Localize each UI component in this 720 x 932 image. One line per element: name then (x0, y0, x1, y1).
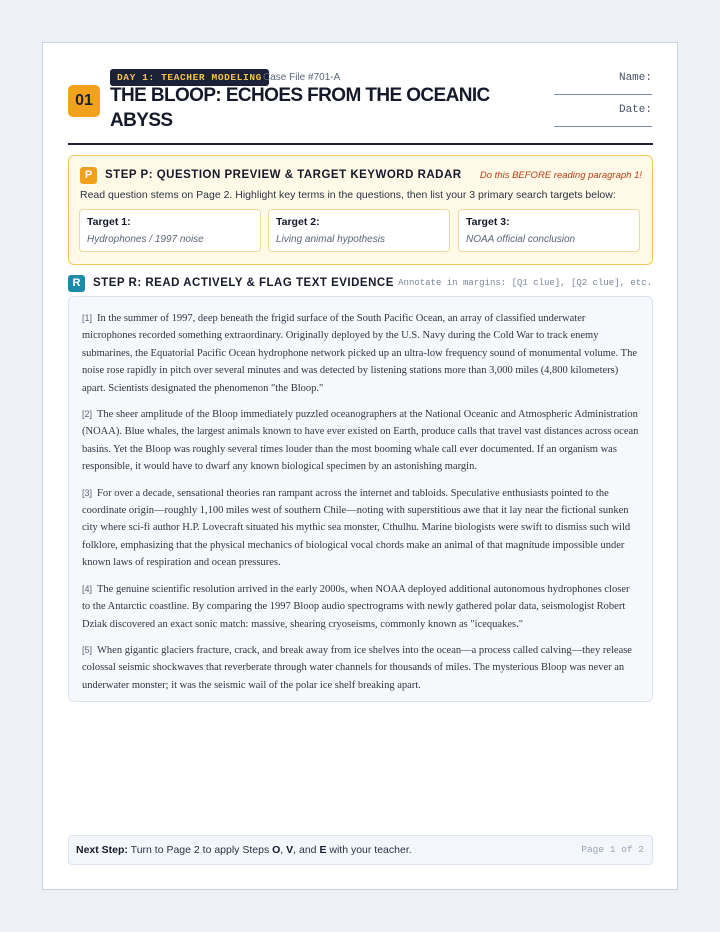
step-r-badge: R (68, 275, 85, 292)
next-step-footer (68, 835, 653, 865)
passage-paragraph (82, 485, 639, 572)
day-badge: DAY 1: TEACHER MODELING (110, 69, 269, 86)
passage-paragraph (82, 581, 639, 633)
step-r-note: Annotate in margins: [Q1 clue], [Q2 clue], etc. (398, 278, 652, 288)
step-p-instructions: Read question stems on Page 2. Highlight key terms in the questions, then list your 3 primary search targets below: (80, 189, 616, 201)
name-label: Name: (618, 72, 652, 84)
paragraph-text: The sheer amplitude of the Bloop immediately puzzled oceanographers at the National Oceanic and Atmospheric Administration (NOAA). Blue whales, the largest animals known to have ever existed on Earth, produce calls that travel vast distances across ocean basins. Yet the Bloop was roughly several times louder than the most booming whale call ever documented. If an organism was responsible, it would have to dwarf any known biological specimen by an astonishing margin. (82, 409, 639, 473)
worksheet-page (42, 42, 678, 890)
separator: , (280, 844, 287, 856)
paragraph-number: [2] (82, 409, 93, 420)
step-p-title: STEP P: QUESTION PREVIEW & TARGET KEYWORD RADAR (105, 169, 462, 181)
page-title: THE BLOOP: ECHOES FROM THE OCEANIC ABYSS (110, 85, 490, 131)
step-p-note: Do this BEFORE reading paragraph 1! (479, 170, 642, 181)
next-step-text-b: with your teacher. (326, 844, 412, 856)
target-box-2[interactable] (268, 209, 450, 252)
passage-paragraph (82, 642, 639, 694)
page-number: Page 1 of 2 (581, 844, 644, 855)
separator: , and (293, 844, 320, 856)
step-v-label: V (286, 844, 294, 856)
reading-passage (68, 296, 653, 702)
paragraph-text: For over a decade, sensational theories ran rampant across the internet and tabloids. Speculative enthusiasts pointed to the coordinate origin—roughly 1,100 miles west of southern Chile—noting with superstitious awe that it lay near the fictional sunken city where sci-fi author H.P. Lovecraft situated his mythic sea monster, Cthulhu. Marine biologists were swift to dismiss such wild folklore, emphasizing that the physical mechanics of biological vocal chords make an animal of that magnitude impossible under known laws of respiration and ocean pressures. (82, 487, 631, 569)
target-label: Target 1: (87, 216, 131, 228)
paragraph-text: In the summer of 1997, deep beneath the frigid surface of the South Pacific Ocean, an array of classified underwater microphones recorded something extraordinary. Originally deployed by the U.S. Navy during the Cold War to track enemy submarines, the Equatorial Pacific Ocean hydrophone network picked up an ultra-low frequency sound of monumental volume. The noise rose rapidly in pitch over several minutes and was detected by listening stations more than 3,000 miles (4,800 kilometers) apart. Scientists designated the phenomenon "the Bloop." (82, 313, 637, 394)
target-box-3[interactable] (458, 209, 640, 252)
paragraph-number: [4] (82, 583, 93, 594)
date-line[interactable] (554, 126, 652, 127)
name-line[interactable] (554, 94, 652, 95)
target-box-1[interactable] (79, 209, 261, 252)
step-p-badge: P (80, 167, 97, 184)
target-value: NOAA official conclusion (466, 234, 576, 245)
paragraph-number: [1] (82, 313, 93, 323)
paragraph-number: [3] (82, 487, 93, 498)
passage-paragraph (82, 310, 639, 397)
next-step-label: Next Step: (76, 844, 128, 856)
step-o-label: O (272, 844, 281, 856)
target-label: Target 2: (276, 216, 320, 228)
lesson-number-badge: 01 (68, 85, 100, 117)
next-step-text (76, 844, 412, 856)
step-p-panel (68, 155, 653, 265)
case-file-label: Case File #701-A (263, 72, 341, 83)
header-divider (68, 143, 653, 145)
date-label: Date: (618, 104, 652, 116)
paragraph-text: When gigantic glaciers fracture, crack, and break away from ice shelves into the ocean—a process called calving—they release colossal seismic shockwaves that reverberate through water channels for thousands of miles. The mysterious Bloop was never an underwater monster; it was the seismic wail of the polar ice shelf breaking apart. (82, 644, 632, 691)
target-value: Hydrophones / 1997 noise (87, 234, 204, 245)
passage-paragraph (82, 406, 639, 476)
next-step-text-a: Turn to Page 2 to apply Steps (127, 844, 273, 856)
step-r-title: STEP R: READ ACTIVELY & FLAG TEXT EVIDENCE (93, 277, 394, 289)
target-value: Living animal hypothesis (276, 234, 385, 245)
paragraph-text: The genuine scientific resolution arrived in the early 2000s, when NOAA deployed additional autonomous hydrophones closer to the Antarctic coastline. By comparing the 1997 Bloop audio spectrograms with newly gathered polar data, seismologist Robert Dziak discovered an exact sonic match: massive, shearing cryoseisms, commonly known as "icequakes." (82, 583, 630, 630)
paragraph-number: [5] (82, 644, 93, 655)
target-label: Target 3: (466, 216, 510, 228)
step-e-label: E (319, 844, 327, 856)
